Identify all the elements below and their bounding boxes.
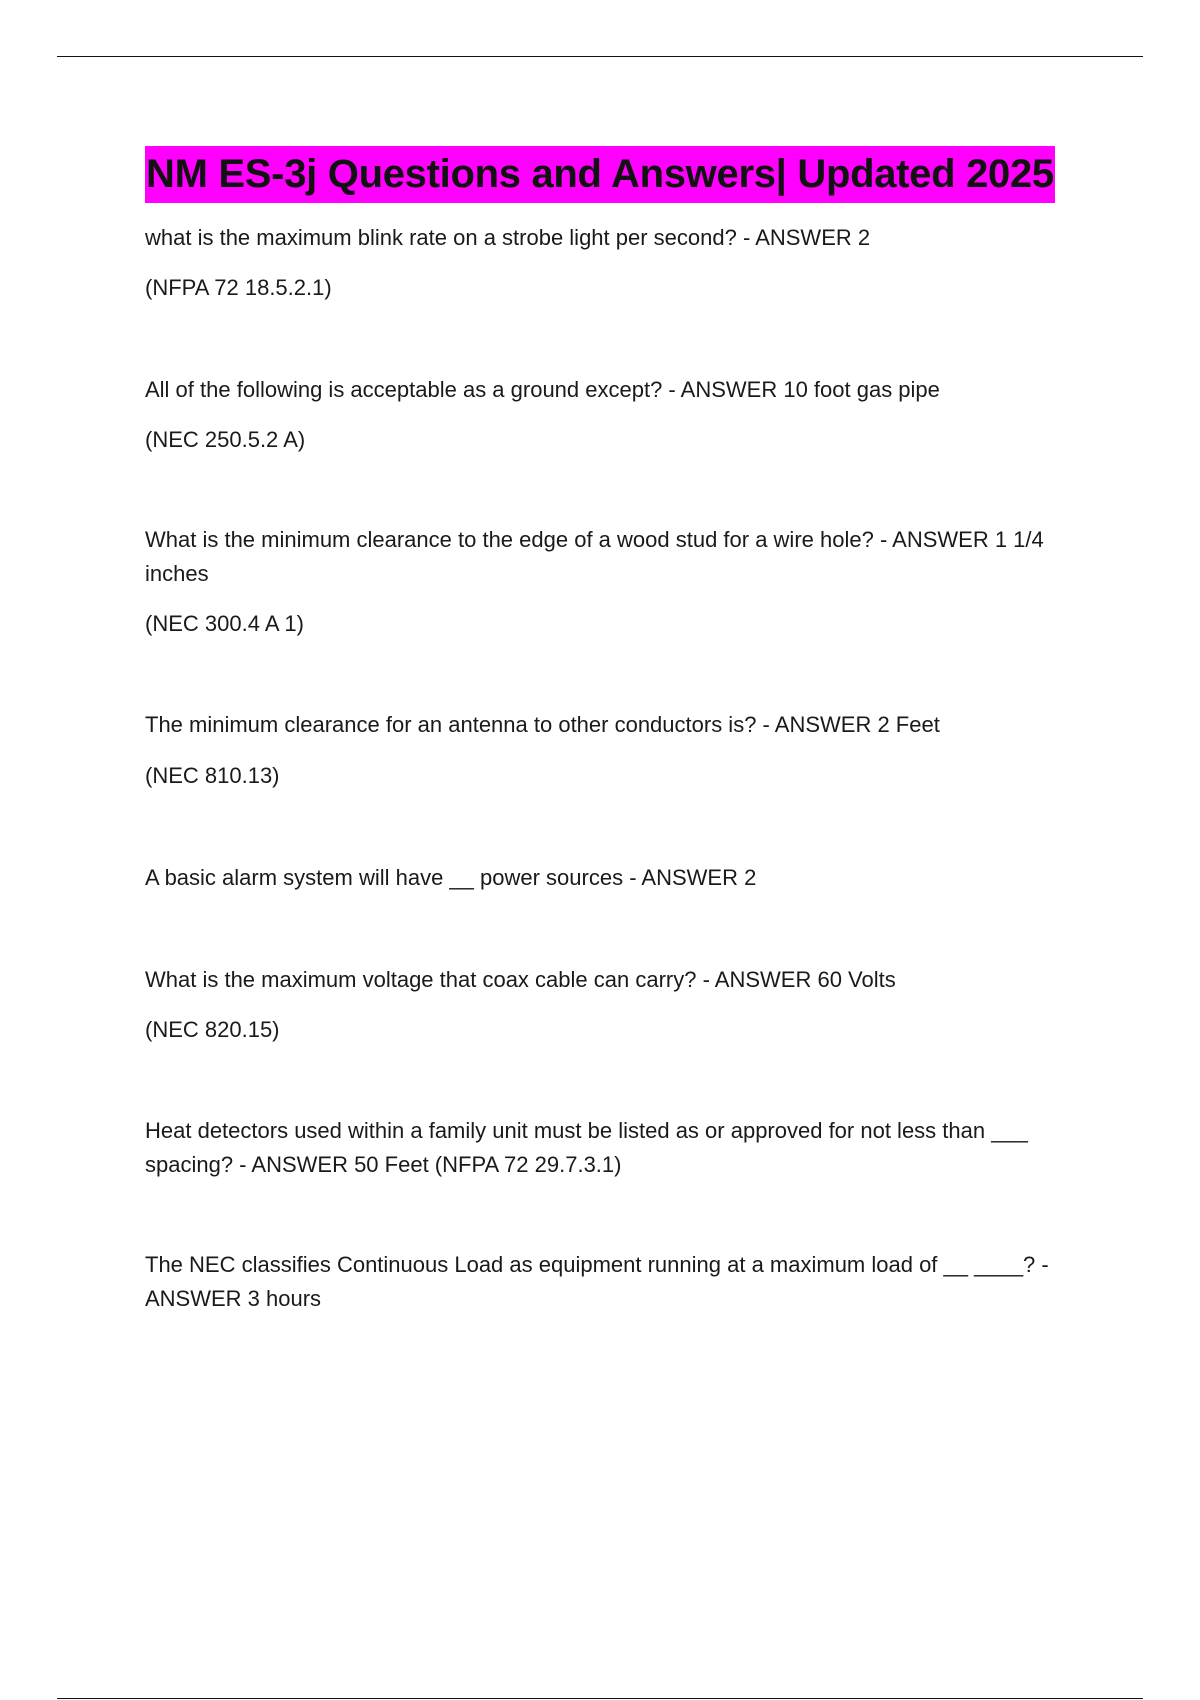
reference-1: (NFPA 72 18.5.2.1) [145, 275, 332, 300]
qa-item-4: The minimum clearance for an antenna to other conductors is? - ANSWER 2 Feet [145, 712, 940, 737]
footer-rule [57, 1698, 1143, 1699]
reference-6: (NEC 820.15) [145, 1017, 280, 1042]
reference-4: (NEC 810.13) [145, 763, 280, 788]
document-title: NM ES-3j Questions and Answers| Updated 2025 [145, 146, 1055, 203]
qa-item-8: The NEC classifies Continuous Load as equipment running at a maximum load of __ ____? - ANSWER 3 hours [145, 1252, 1049, 1311]
title-block [145, 146, 1055, 203]
qa-item-2: All of the following is acceptable as a ground except? - ANSWER 10 foot gas pipe [145, 377, 940, 402]
reference-2: (NEC 250.5.2 A) [145, 427, 306, 452]
reference-3: (NEC 300.4 A 1) [145, 611, 304, 636]
qa-item-6: What is the maximum voltage that coax cable can carry? - ANSWER 60 Volts [145, 967, 896, 992]
header-rule [57, 56, 1143, 57]
qa-item-3: What is the minimum clearance to the edge of a wood stud for a wire hole? - ANSWER 1 1/4 inches [145, 527, 1044, 586]
qa-item-7: Heat detectors used within a family unit must be listed as or approved for not less than ___ spacing? - ANSWER 50 Feet (NFPA 72 29.7.3.1) [145, 1118, 1028, 1177]
qa-item-5: A basic alarm system will have __ power sources - ANSWER 2 [145, 865, 757, 890]
document-body [145, 146, 1090, 1316]
qa-item-1: what is the maximum blink rate on a strobe light per second? - ANSWER 2 [145, 225, 871, 250]
